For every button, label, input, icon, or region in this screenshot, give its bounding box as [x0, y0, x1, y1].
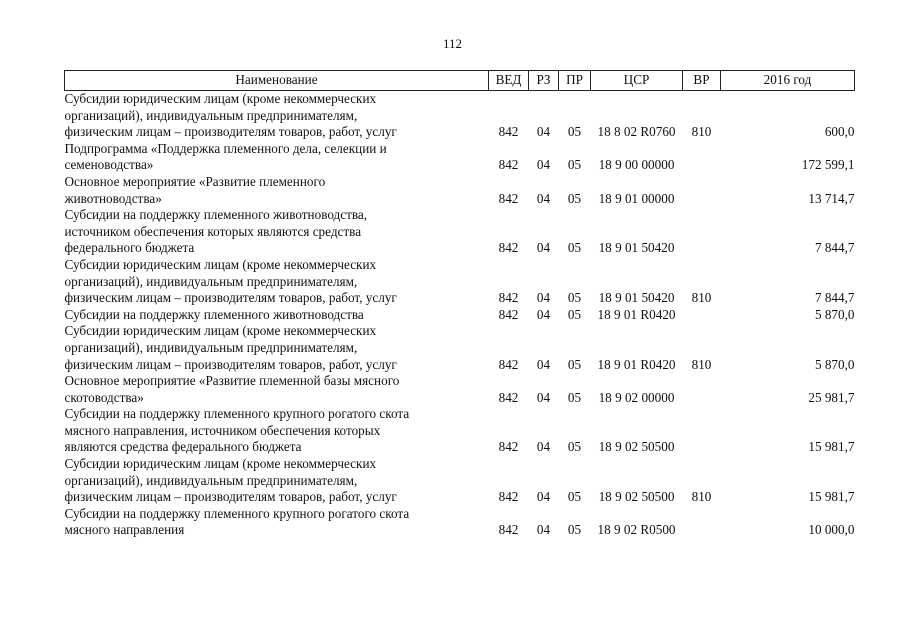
row-rz: 04 [536, 522, 551, 538]
row-vr: 810 [691, 124, 712, 140]
row-name-line: Подпрограмма «Поддержка племенного дела, селекции и [64, 140, 387, 156]
row-csr: 18 9 01 00000 [598, 190, 675, 206]
row-amount: 15 981,7 [808, 439, 855, 455]
table-row [65, 506, 855, 539]
row-name [65, 91, 489, 141]
row-vr [683, 207, 721, 257]
table-row [65, 174, 855, 207]
row-pr: 05 [567, 522, 582, 538]
row-name-line: Субсидии на поддержку племенного крупного рогатого скота [64, 505, 410, 521]
header-pr: ПР [559, 71, 591, 91]
row-name [65, 373, 489, 406]
row-ved: 842 [498, 306, 519, 322]
row-name [65, 307, 489, 324]
row-csr: 18 9 01 50420 [598, 290, 675, 306]
row-name [65, 141, 489, 174]
row-ved: 842 [498, 190, 519, 206]
row-name-line: Субсидии на поддержку племенного животноводства, [64, 207, 368, 223]
row-name-line: физическим лицам – производителям товаров, работ, услуг [64, 124, 397, 140]
row-ved: 842 [498, 489, 519, 505]
row-name-line: мясного направления, источником обеспечения которых [64, 422, 381, 438]
row-name-line: являются средства федерального бюджета [64, 439, 302, 455]
table-row [65, 373, 855, 406]
row-ved: 842 [498, 522, 519, 538]
row-pr: 05 [567, 389, 582, 405]
row-pr: 05 [567, 306, 582, 322]
row-name-line: организаций), индивидуальным предпринимателям, [64, 273, 358, 289]
row-vr [683, 174, 721, 207]
table-header-row [65, 71, 855, 91]
table-row [65, 456, 855, 506]
row-amount: 600,0 [824, 124, 855, 140]
row-name [65, 323, 489, 373]
table-row [65, 307, 855, 324]
row-name-line: Основное мероприятие «Развитие племенной базы мясного [64, 373, 400, 389]
header-vr: ВР [683, 71, 721, 91]
row-csr: 18 9 01 R0420 [597, 356, 676, 372]
row-name-line: организаций), индивидуальным предпринимателям, [64, 339, 358, 355]
row-name-line: Субсидии на поддержку племенного крупного рогатого скота [64, 406, 410, 422]
row-vr [683, 406, 721, 456]
row-vr [683, 373, 721, 406]
row-name-line: Основное мероприятие «Развитие племенного [64, 173, 326, 189]
row-rz: 04 [536, 356, 551, 372]
table-row [65, 406, 855, 456]
row-pr: 05 [567, 439, 582, 455]
table-row [65, 91, 855, 141]
row-name-line: Субсидии юридическим лицам (кроме некоммерческих [64, 456, 377, 472]
row-amount: 172 599,1 [801, 157, 855, 173]
row-vr: 810 [691, 356, 712, 372]
table-body [65, 91, 855, 540]
row-pr: 05 [567, 124, 582, 140]
row-name-line: организаций), индивидуальным предпринимателям, [64, 107, 358, 123]
row-amount: 10 000,0 [808, 522, 855, 538]
row-csr: 18 8 02 R0760 [597, 124, 676, 140]
row-ved: 842 [498, 389, 519, 405]
row-pr: 05 [567, 157, 582, 173]
row-pr: 05 [567, 489, 582, 505]
row-csr: 18 9 01 R0420 [597, 306, 676, 322]
header-ved: ВЕД [489, 71, 529, 91]
row-rz: 04 [536, 124, 551, 140]
row-ved: 842 [498, 290, 519, 306]
header-rz: РЗ [529, 71, 559, 91]
row-ved: 842 [498, 240, 519, 256]
row-name [65, 456, 489, 506]
row-pr: 05 [567, 356, 582, 372]
row-name-line: физическим лицам – производителям товаров, работ, услуг [64, 290, 397, 306]
row-amount: 15 981,7 [808, 489, 855, 505]
row-csr: 18 9 00 00000 [598, 157, 675, 173]
row-vr [683, 307, 721, 324]
row-name-line: федерального бюджета [64, 240, 195, 256]
row-rz: 04 [536, 306, 551, 322]
table-row [65, 141, 855, 174]
row-vr [683, 141, 721, 174]
row-name-line: физическим лицам – производителям товаров, работ, услуг [64, 489, 397, 505]
row-name [65, 207, 489, 257]
row-amount: 7 844,7 [814, 290, 855, 306]
row-name [65, 174, 489, 207]
row-rz: 04 [536, 489, 551, 505]
header-year: 2016 год [721, 71, 855, 91]
row-name-line: организаций), индивидуальным предпринимателям, [64, 472, 358, 488]
table-row [65, 323, 855, 373]
row-vr: 810 [691, 489, 712, 505]
row-ved: 842 [498, 157, 519, 173]
row-name-line: физическим лицам – производителям товаров, работ, услуг [64, 356, 397, 372]
row-rz: 04 [536, 240, 551, 256]
header-csr: ЦСР [591, 71, 683, 91]
row-ved: 842 [498, 439, 519, 455]
row-vr [683, 506, 721, 539]
row-name-line: Субсидии юридическим лицам (кроме некоммерческих [64, 323, 377, 339]
row-csr: 18 9 02 50500 [598, 489, 675, 505]
row-name-line: животноводства» [64, 190, 162, 206]
row-name-line: Субсидии юридическим лицам (кроме некоммерческих [64, 91, 377, 106]
row-rz: 04 [536, 157, 551, 173]
row-name [65, 506, 489, 539]
table-row [65, 207, 855, 257]
budget-table [64, 70, 855, 539]
row-csr: 18 9 01 50420 [598, 240, 675, 256]
row-vr: 810 [691, 290, 712, 306]
row-name-line: Субсидии юридическим лицам (кроме некоммерческих [64, 256, 377, 272]
row-name-line: скотоводства» [64, 389, 144, 405]
row-pr: 05 [567, 190, 582, 206]
row-rz: 04 [536, 389, 551, 405]
row-amount: 7 844,7 [814, 240, 855, 256]
header-name: Наименование [65, 71, 489, 91]
row-amount: 13 714,7 [808, 190, 855, 206]
row-rz: 04 [536, 190, 551, 206]
row-amount: 25 981,7 [808, 389, 855, 405]
row-csr: 18 9 02 50500 [598, 439, 675, 455]
row-pr: 05 [567, 240, 582, 256]
row-name-line: Субсидии на поддержку племенного животноводства [64, 306, 364, 322]
row-ved: 842 [498, 356, 519, 372]
row-name-line: мясного направления [64, 522, 185, 538]
row-name-line: источником обеспечения которых являются средства [64, 223, 362, 239]
row-csr: 18 9 02 00000 [598, 389, 675, 405]
row-amount: 5 870,0 [814, 356, 855, 372]
row-csr: 18 9 02 R0500 [597, 522, 676, 538]
row-ved: 842 [498, 124, 519, 140]
table-row [65, 257, 855, 307]
row-name [65, 406, 489, 456]
page-number: 112 [442, 36, 463, 51]
row-name-line: семеноводства» [64, 157, 154, 173]
row-rz: 04 [536, 439, 551, 455]
row-pr: 05 [567, 290, 582, 306]
row-rz: 04 [536, 290, 551, 306]
row-name [65, 257, 489, 307]
row-amount: 5 870,0 [814, 306, 855, 322]
